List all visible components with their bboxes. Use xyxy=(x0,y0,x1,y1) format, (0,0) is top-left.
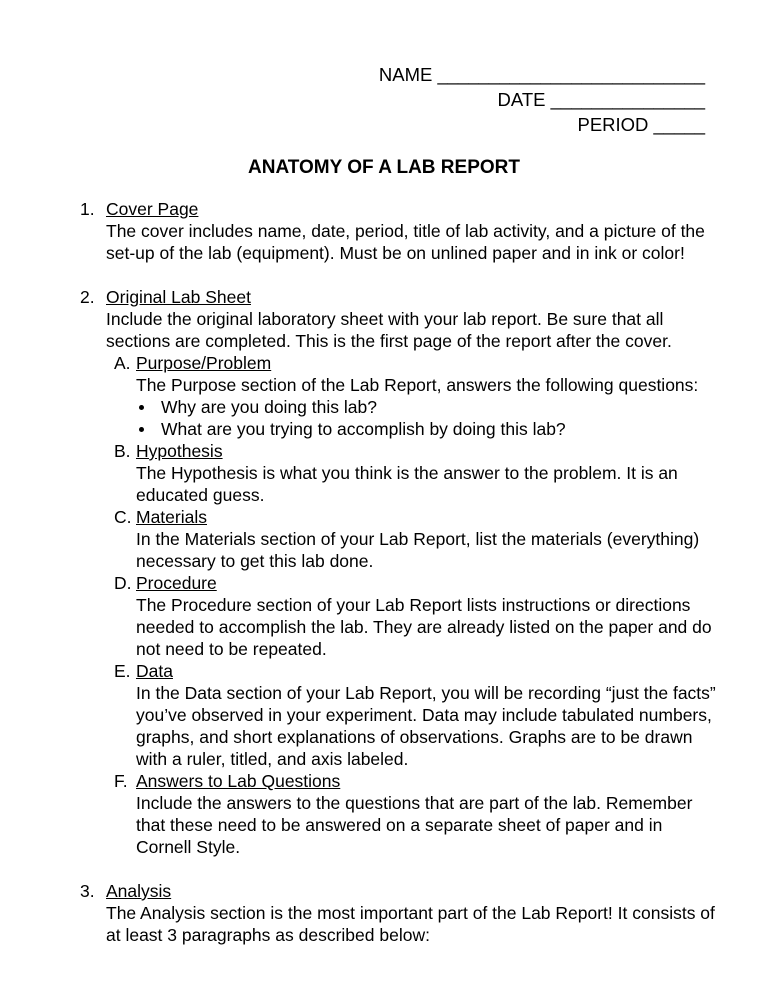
subsection-purpose xyxy=(106,352,718,440)
subsection-procedure xyxy=(106,572,718,660)
section-heading: Analysis xyxy=(106,881,172,901)
student-info-header xyxy=(379,62,705,137)
list-item: Why are you doing this lab? xyxy=(136,396,718,418)
section-heading: Original Lab Sheet xyxy=(106,287,251,307)
document-title: ANATOMY OF A LAB REPORT xyxy=(248,157,520,178)
subsection-heading: Materials xyxy=(136,507,207,527)
section-cover-page xyxy=(68,198,718,264)
section-text: The Analysis section is the most important part of the Lab Report! It consists of at least 3 paragraphs as described below: xyxy=(106,903,715,945)
bullet-icon xyxy=(139,405,144,410)
subsection-data xyxy=(106,660,718,770)
subsection-text: In the Materials section of your Lab Report, list the materials (everything) necessary to get this lab done. xyxy=(136,529,700,571)
subsection-heading: Purpose/Problem xyxy=(136,353,272,373)
subsection-letter: E. xyxy=(114,661,131,681)
bullet-icon xyxy=(139,427,144,432)
subsection-text: Include the answers to the questions that are part of the lab. Remember that these need to be answered on a separate sheet of paper and in Cornell Style. xyxy=(136,793,693,857)
section-number: 1. xyxy=(80,199,95,219)
list-item: What are you trying to accomplish by doing this lab? xyxy=(136,418,718,440)
bullet-list xyxy=(136,396,718,440)
name-line: NAME __________________________ xyxy=(378,64,705,85)
subsection-text: The Procedure section of your Lab Report lists instructions or directions needed to accomplish the lab. They are already listed on the paper and do not need to be repeated. xyxy=(136,595,712,659)
subsection-heading: Procedure xyxy=(136,573,217,593)
subsection-materials xyxy=(106,506,718,572)
date-line: DATE _______________ xyxy=(497,89,705,110)
section-number: 2. xyxy=(80,287,95,307)
section-original-lab-sheet xyxy=(68,286,718,858)
subsection-heading: Hypothesis xyxy=(136,441,223,461)
section-text: The cover includes name, date, period, title of lab activity, and a picture of the set-up of the lab (equipment). Must be on unlined paper and in ink or color! xyxy=(106,221,705,263)
subsection-text: The Hypothesis is what you think is the answer to the problem. It is an educated guess. xyxy=(136,463,678,505)
subsection-letter: B. xyxy=(114,441,131,461)
subsection-heading: Data xyxy=(136,661,173,681)
subsection-text: In the Data section of your Lab Report, you will be recording “just the facts” you’ve observed in your experiment. Data may include tabulated numbers, graphs, and short explanations of observations. Graphs are to be drawn with a ruler, titled, and axis labeled. xyxy=(136,683,716,769)
period-line: PERIOD _____ xyxy=(577,114,705,135)
subsection-letter: D. xyxy=(114,573,132,593)
subsection-hypothesis xyxy=(106,440,718,506)
subsection-letter: C. xyxy=(114,507,132,527)
subsection-answers xyxy=(106,770,718,858)
section-analysis xyxy=(68,880,718,946)
document-body xyxy=(68,198,718,968)
section-number: 3. xyxy=(80,881,95,901)
subsection-letter: A. xyxy=(114,353,131,373)
subsection-heading: Answers to Lab Questions xyxy=(136,771,341,791)
section-heading: Cover Page xyxy=(106,199,199,219)
section-text: Include the original laboratory sheet with your lab report. Be sure that all sections are completed. This is the first page of the report after the cover. xyxy=(106,309,672,351)
subsection-letter: F. xyxy=(114,771,128,791)
subsection-text: The Purpose section of the Lab Report, answers the following questions: xyxy=(136,375,699,395)
